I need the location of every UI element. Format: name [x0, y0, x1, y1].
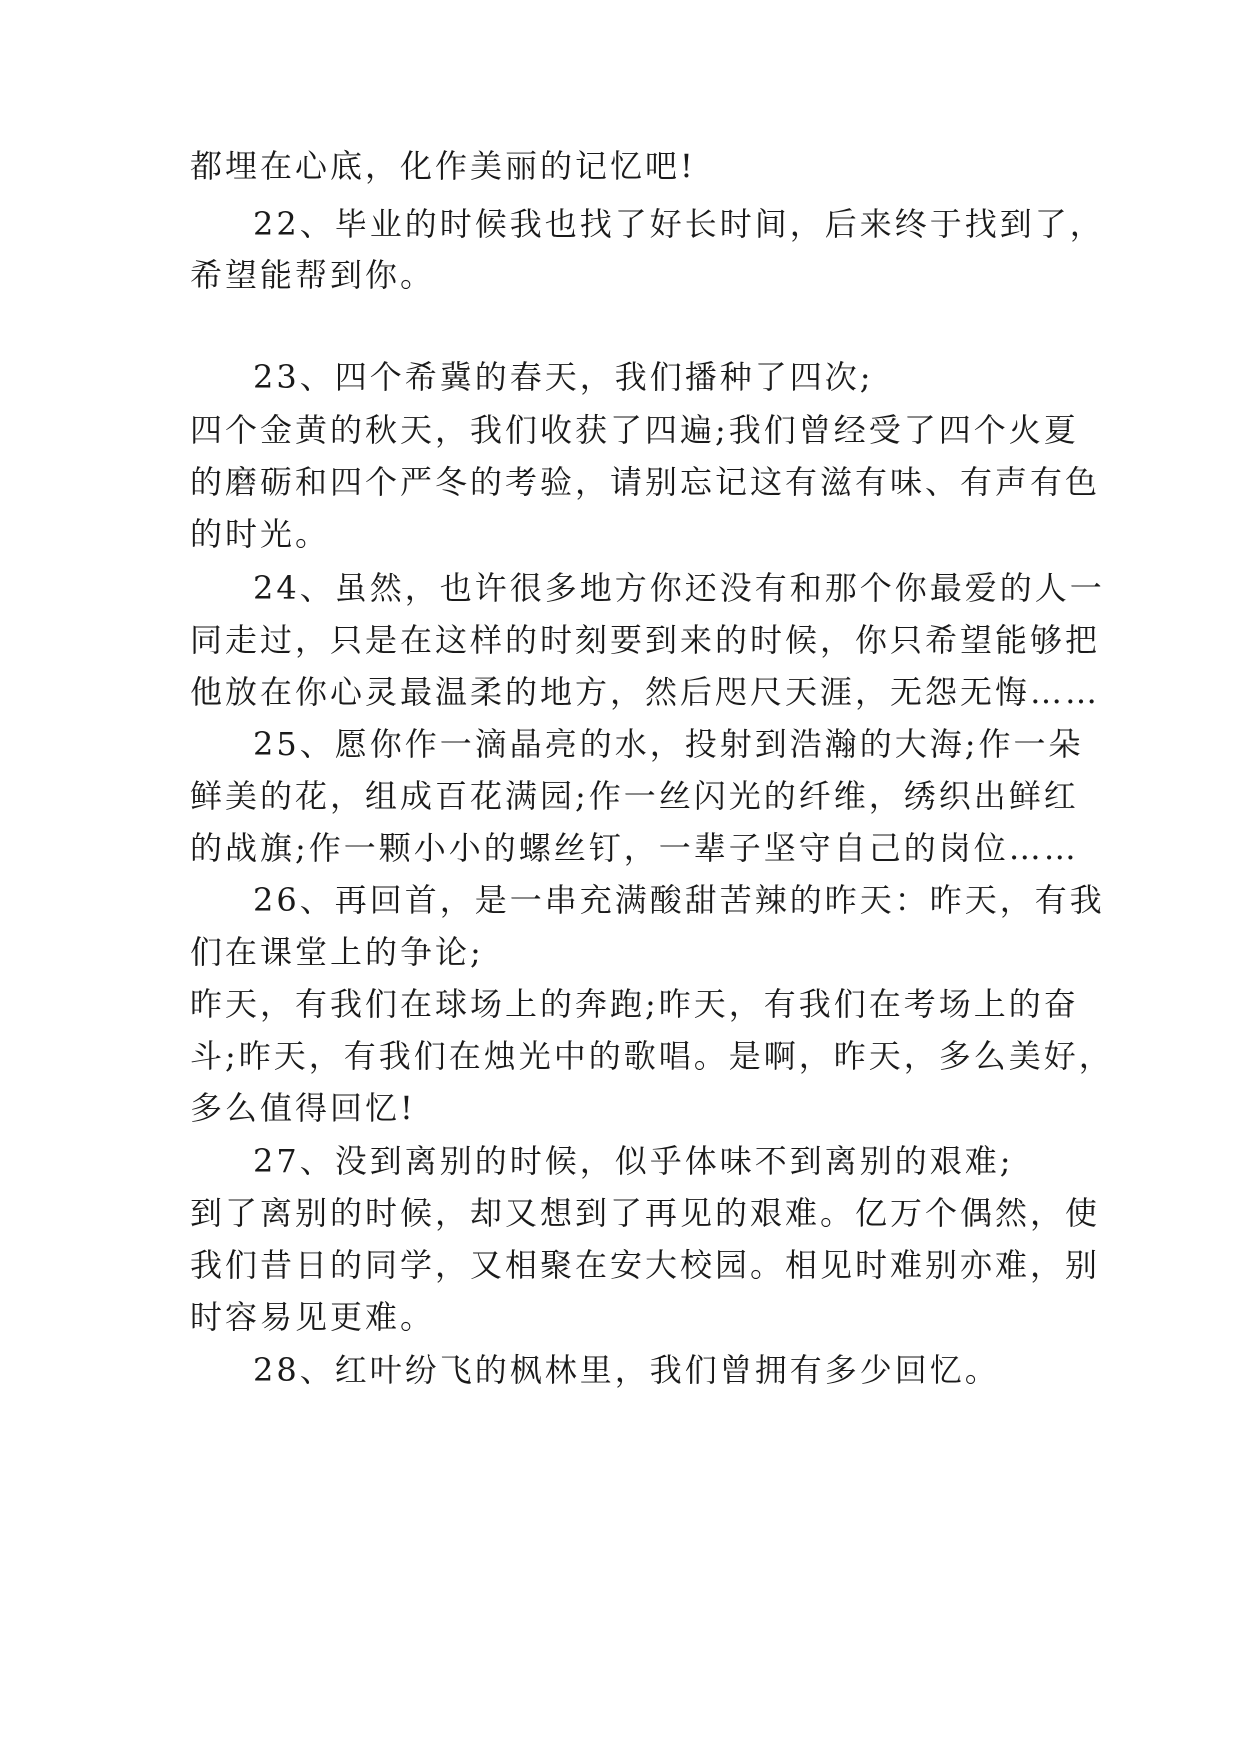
text-line: 24、虽然，也许很多地方你还没有和那个你最爱的人一	[253, 569, 1105, 607]
text-line: 我们昔日的同学，又相聚在安大校园。相见时难别亦难，别	[190, 1246, 1101, 1284]
text-line: 26、再回首，是一串充满酸甜苦辣的昨天：昨天，有我	[253, 881, 1105, 919]
text-line: 23、四个希冀的春天，我们播种了四次;	[253, 358, 874, 396]
text-line: 到了离别的时候，却又想到了再见的艰难。亿万个偶然，使	[190, 1194, 1101, 1232]
text-line: 的磨砺和四个严冬的考验，请别忘记这有滋有味、有声有色	[190, 463, 1101, 501]
text-line: 斗;昨天，有我们在烛光中的歌唱。是啊，昨天，多么美好，	[190, 1037, 1114, 1075]
text-line: 同走过，只是在这样的时刻要到来的时候，你只希望能够把	[190, 621, 1101, 659]
text-line: 时容易见更难。	[190, 1298, 436, 1336]
text-line: 昨天，有我们在球场上的奔跑;昨天，有我们在考场上的奋	[190, 985, 1079, 1023]
text-line: 都埋在心底，化作美丽的记忆吧!	[190, 147, 696, 185]
text-line: 22、毕业的时候我也找了好长时间，后来终于找到了，	[253, 205, 1105, 243]
text-line: 25、愿你作一滴晶亮的水，投射到浩瀚的大海;作一朵	[253, 725, 1084, 763]
text-line: 们在课堂上的争论;	[190, 933, 484, 971]
text-line: 28、红叶纷飞的枫林里，我们曾拥有多少回忆。	[253, 1351, 1000, 1389]
text-line: 四个金黄的秋天，我们收获了四遍;我们曾经受了四个火夏	[190, 411, 1079, 449]
text-line: 的战旗;作一颗小小的螺丝钉，一辈子坚守自己的岗位……	[190, 829, 1079, 867]
text-line: 27、没到离别的时候，似乎体味不到离别的艰难;	[253, 1142, 1014, 1180]
text-line: 希望能帮到你。	[190, 256, 436, 294]
text-line: 他放在你心灵最温柔的地方，然后咫尺天涯，无怨无悔……	[190, 673, 1101, 711]
text-line: 鲜美的花，组成百花满园;作一丝闪光的纤维，绣织出鲜红	[190, 777, 1079, 815]
text-line: 的时光。	[190, 515, 331, 553]
text-line: 多么值得回忆!	[190, 1089, 416, 1127]
